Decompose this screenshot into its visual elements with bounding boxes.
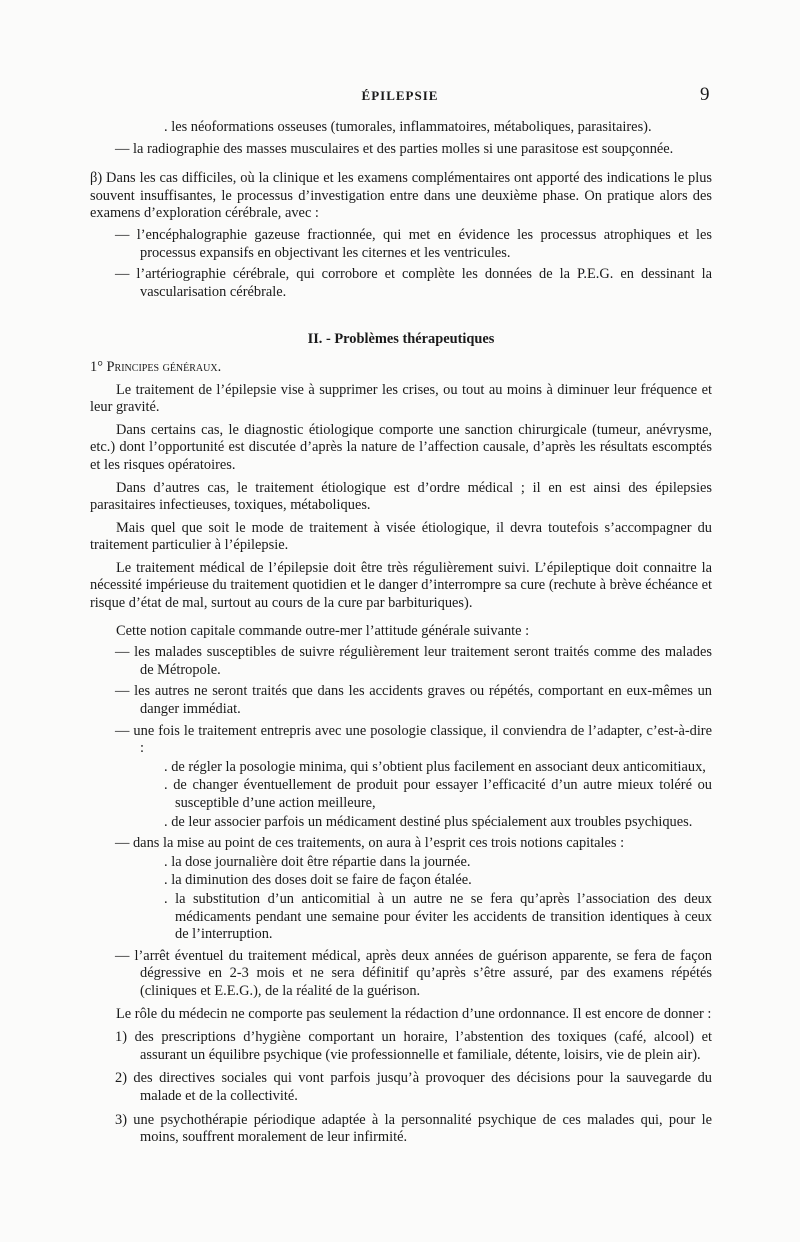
list-item: — l’arrêt éventuel du traitement médical, après deux années de guérison apparente, se fera de façon dégressive en 2-3 mois et ne sera définitif qu’après s’être assuré, par des examens répétés (cliniques et E.E.G.), de la réalité de la guérison. (115, 947, 712, 999)
paragraph: Le rôle du médecin ne comporte pas seulement la rédaction d’une ordonnance. Il est encore de donner : (116, 1005, 712, 1022)
sub-list-item: . la diminution des doses doit se faire de façon étalée. (164, 872, 472, 889)
page-body (90, 118, 712, 1147)
paragraph: Le traitement de l’épilepsie vise à supprimer les crises, ou tout au moins à diminuer leur fréquence et leur gravité. (90, 381, 712, 416)
list-item: — l’encéphalographie gazeuse fractionnée, qui met en évidence les processus atrophiques et les processus expansifs en objectivant les citernes et les ventricules. (115, 226, 712, 261)
numbered-item: 1) des prescriptions d’hygiène comportant un horaire, l’abstention des toxiques (café, alcool) et assurant un équilibre psychique (vie professionnelle et familiale, détente, loisirs, vie de plein air). (115, 1029, 712, 1063)
sub-list-item: . la dose journalière doit être répartie dans la journée. (164, 853, 471, 870)
paragraph: Dans certains cas, le diagnostic étiologique comporte une sanction chirurgicale (tumeur, anévrysme, etc.) dont l’opportunité est discutée d’après la nature de l’affection causale, d’après les résultats escomptés et les risques opératoires. (90, 421, 712, 473)
section-heading: II. - Problèmes thérapeutiques (307, 331, 495, 348)
list-item: — les malades susceptibles de suivre régulièrement leur traitement seront traités comme des malades de Métropole. (115, 644, 712, 678)
list-item: . les néoformations osseuses (tumorales, inflammatoires, métaboliques, parasitaires). (164, 119, 652, 135)
paragraph: Mais quel que soit le mode de traitement à visée étiologique, il devra toutefois s’accompagner du traitement particulier à l’épilepsie. (90, 519, 712, 554)
subsection-heading: 1° Principes généraux. (90, 358, 222, 375)
paragraph: Dans d’autres cas, le traitement étiologique est d’ordre médical ; il en est ainsi des épilepsies parasitaires infectieuses, toxiques, métaboliques. (90, 479, 712, 514)
list-item: — les autres ne seront traités que dans les accidents graves ou répétés, comportant en eux-mêmes un danger immédiat. (115, 683, 712, 718)
page-number: 9 (700, 84, 710, 105)
paragraph: Le traitement médical de l’épilepsie doit être très régulièrement suivi. L’épileptique doit connaitre la nécessité impérieuse du traitement quotidien et le danger d’interrompre sa cure (rechute à brève échéance et risque d’état de mal, surtout au cours de la cure par barbituriques). (90, 559, 712, 612)
running-title: ÉPILEPSIE (361, 88, 439, 103)
paragraph: β) Dans les cas difficiles, où la clinique et les examens complémentaires ont apporté des indications le plus souvent insuffisantes, le processus d’investigation entre dans une deuxième phase. On pratique alors des examens d’exploration cérébrale, avec : (90, 170, 712, 222)
sub-list-item: . la substitution d’un anticomitial à un autre ne se fera qu’après l’association des deux médicaments pendant une semaine pour éviter les accidents de transition identiques à ceux de l’interruption. (164, 890, 712, 943)
list-item: — la radiographie des masses musculaires et des parties molles si une parasitose est soupçonnée. (115, 140, 674, 157)
list-item: — une fois le traitement entrepris avec une posologie classique, il conviendra de l’adapter, c’est-à-dire : (115, 722, 712, 757)
numbered-item: 3) une psychothérapie périodique adaptée à la personnalité psychique de ces malades qui, pour le moins, souffrent moralement de leur infirmité. (115, 1111, 712, 1146)
list-item: — dans la mise au point de ces traitements, on aura à l’esprit ces trois notions capitales : (115, 835, 625, 852)
sub-list-item: . de changer éventuellement de produit pour essayer l’efficacité d’un autre mieux toléré ou susceptible d’une action meilleure, (164, 777, 712, 811)
sub-list-item: . de régler la posologie minima, qui s’obtient plus facilement en associant deux anticomitiaux, (164, 758, 706, 775)
numbered-item: 2) des directives sociales qui vont parfois jusqu’à provoquer des décisions pour la sauvegarde du malade et de la collectivité. (115, 1070, 712, 1104)
paragraph: Cette notion capitale commande outre-mer l’attitude générale suivante : (116, 622, 530, 639)
sub-list-item: . de leur associer parfois un médicament destiné plus spécialement aux troubles psychiques. (164, 813, 693, 830)
list-item: — l’artériographie cérébrale, qui corrobore et complète les données de la P.E.G. en dessinant la vascularisation cérébrale. (115, 266, 712, 300)
